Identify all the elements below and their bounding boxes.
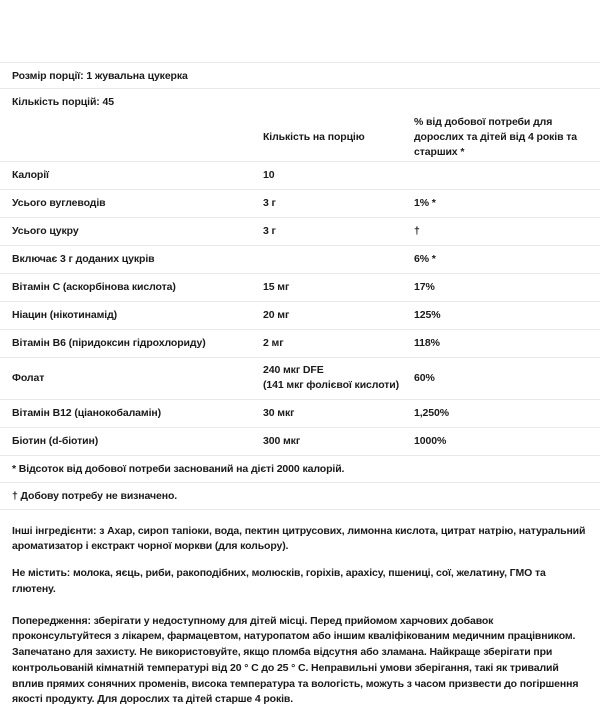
table-row <box>0 357 600 399</box>
nutrient-name: Вітамін С (аскорбінова кислота) <box>12 281 176 294</box>
nutrient-amount: 3 г <box>263 225 276 238</box>
nutrient-amount: 20 мг <box>263 309 290 322</box>
nutrient-daily-value: 17% <box>414 281 435 294</box>
nutrient-amount: 30 мкг <box>263 407 295 420</box>
table-row <box>0 329 600 357</box>
nutrient-daily-value: 125% <box>414 309 441 322</box>
nutrient-daily-value: 1% * <box>414 197 436 210</box>
servings-per-container-text: Кількість порцій: 45 <box>12 95 114 108</box>
nutrient-name: Включає 3 г доданих цукрів <box>12 253 155 266</box>
table-row <box>0 189 600 217</box>
table-row <box>0 399 600 427</box>
table-row <box>0 273 600 301</box>
table-row <box>0 245 600 273</box>
table-row <box>0 301 600 329</box>
nutrient-name: Біотин (d-біотин) <box>12 435 99 448</box>
nutrient-daily-value: 118% <box>414 337 440 350</box>
serving-size-row <box>0 62 600 88</box>
nutrient-daily-value: 1000% <box>414 435 447 448</box>
nutrient-daily-value: 1,250% <box>414 407 449 420</box>
table-row <box>0 427 600 455</box>
warning-paragraph: Попередження: зберігати у недоступному для дітей місці. Перед прийомом харчових добавок проконсультуйтеся з лікарем, фармацевтом, натуропатом або іншим кваліфікованим медичним працівником. Запечатано для захисту. Не використовуйте, якщо пломба відсутня або зламана. Найкраще зберігати при контрольованій кімнатній температурі від 20 ° C до 25 ° C. Неправильні умови зберігання, такі як тривалий вплив прямих сонячних променів, висока температура та вологість, можуть з часом призвести до погіршення якості продукту. Для дорослих та дітей старше 4 років. <box>12 614 579 706</box>
table-row <box>0 161 600 189</box>
nutrient-name: Калорії <box>12 169 49 182</box>
nutrient-amount: 240 мкг DFE (141 мкг фолієвої кислоти) <box>263 363 400 392</box>
facts-sheet <box>0 62 600 708</box>
nutrient-daily-value: † <box>414 225 420 238</box>
nutrient-daily-value: 60% <box>414 372 435 385</box>
header-amount-per-serving: Кількість на порцію <box>263 131 365 144</box>
table-header-row <box>0 114 600 161</box>
free-from-paragraph: Не містить: молока, яєць, риби, ракоподібних, молюсків, горіхів, арахісу, пшениці, сої, желатину, ГМО та глютену. <box>12 567 546 595</box>
nutrient-amount: 3 г <box>263 197 276 210</box>
nutrient-name: Вітамін B6 (піридоксин гідрохлориду) <box>12 337 206 350</box>
nutrient-name: Усього вуглеводів <box>12 197 106 210</box>
table-row <box>0 217 600 245</box>
footnote-dagger: † Добову потребу не визначено. <box>0 482 600 510</box>
nutrient-name: Усього цукру <box>12 225 79 238</box>
footnote-asterisk: * Відсоток від добової потреби заснований на дієті 2000 калорій. <box>0 455 600 482</box>
nutrient-daily-value: 6% * <box>414 253 436 266</box>
nutrient-name: Вітамін B12 (ціанокобаламін) <box>12 407 162 420</box>
nutrient-amount: 10 <box>263 169 275 182</box>
nutrient-name: Ніацин (нікотинамід) <box>12 309 118 322</box>
serving-size-text: Розмір порції: 1 жувальна цукерка <box>12 69 188 82</box>
nutrient-amount: 15 мг <box>263 281 290 294</box>
nutrient-rows <box>0 161 600 455</box>
nutrient-amount: 2 мг <box>263 337 284 350</box>
nutrient-amount: 300 мкг <box>263 435 301 448</box>
other-ingredients-paragraph: Інші інгредієнти: з Ахар, сироп тапіоки, вода, пектин цитрусових, лимонна кислота, цитрат натрію, натуральний ароматизатор і екстракт чорної моркви (для кольору). <box>12 524 586 553</box>
servings-per-container-row <box>0 88 600 114</box>
nutrient-name: Фолат <box>12 372 45 385</box>
header-daily-value: % від добової потреби для дорослих та дітей від 4 років та старших * <box>414 116 578 159</box>
